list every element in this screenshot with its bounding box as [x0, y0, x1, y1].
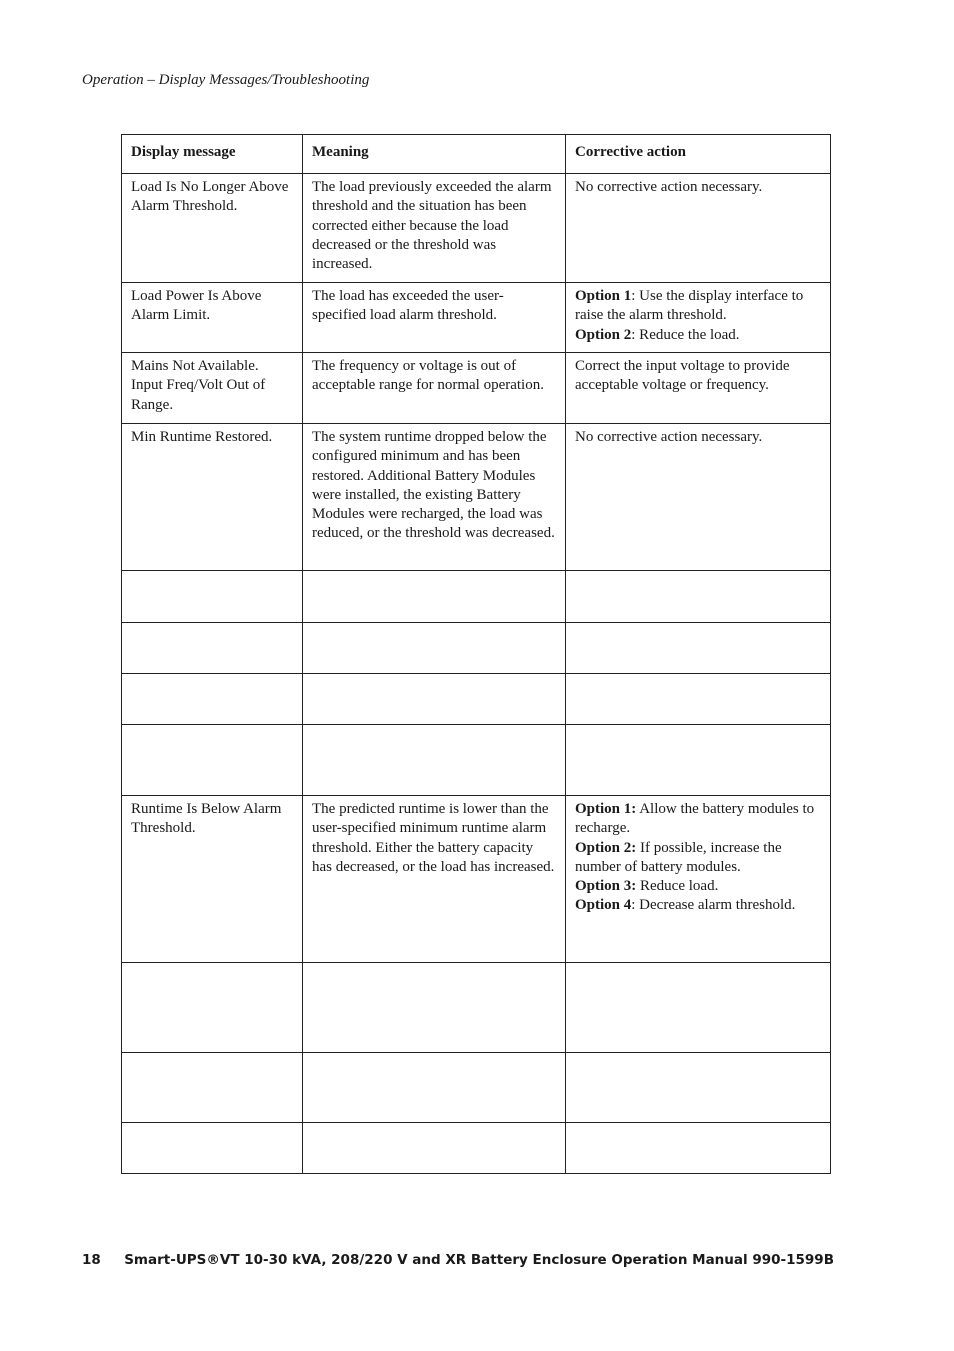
action-line	[575, 839, 821, 878]
option-text: Reduce load.	[636, 878, 719, 895]
option-text: : Use the display interface to raise the alarm threshold.	[575, 288, 804, 324]
option-label: Option 2:	[575, 839, 637, 856]
corrective-action-cell	[566, 174, 831, 283]
meaning-cell	[303, 623, 566, 674]
corrective-action-cell	[566, 353, 831, 424]
table-row	[122, 174, 831, 283]
corrective-action-cell	[566, 1053, 831, 1123]
display-message-cell: Min Runtime Restored.	[122, 424, 303, 571]
action-line	[575, 877, 821, 896]
table-row	[122, 674, 831, 725]
section-header: Operation – Display Messages/Troubleshooting	[82, 72, 370, 88]
action-line	[575, 428, 821, 447]
corrective-action-cell	[566, 796, 831, 963]
display-message-cell	[122, 623, 303, 674]
corrective-action-cell	[566, 963, 831, 1053]
meaning-cell	[303, 1123, 566, 1174]
column-header-meaning: Meaning	[303, 135, 566, 174]
display-message-cell: Load Power Is Above Alarm Limit.	[122, 283, 303, 353]
action-line	[575, 178, 821, 197]
display-message-cell	[122, 1123, 303, 1174]
option-text: If possible, increase the number of battery modules.	[575, 839, 782, 875]
action-line	[575, 896, 821, 915]
option-text: Correct the input voltage to provide acceptable voltage or frequency.	[575, 358, 790, 394]
table-row	[122, 353, 831, 424]
corrective-action-cell	[566, 725, 831, 796]
page-number: 18	[82, 1252, 101, 1268]
column-header-display-message: Display message	[122, 135, 303, 174]
display-message-cell: Load Is No Longer Above Alarm Threshold.	[122, 174, 303, 283]
corrective-action-cell	[566, 283, 831, 353]
table-row	[122, 571, 831, 623]
meaning-cell	[303, 571, 566, 623]
column-header-corrective-action: Corrective action	[566, 135, 831, 174]
option-text: No corrective action necessary.	[575, 179, 763, 195]
display-message-cell	[122, 571, 303, 623]
table-row	[122, 1123, 831, 1174]
meaning-cell	[303, 1053, 566, 1123]
display-message-cell	[122, 1053, 303, 1123]
meaning-cell: The load previously exceeded the alarm threshold and the situation has been corrected either because the load decreased or the threshold was increased.	[303, 174, 566, 283]
display-message-cell: Mains Not Available. Input Freq/Volt Out of Range.	[122, 353, 303, 424]
corrective-action-cell	[566, 1123, 831, 1174]
table-row	[122, 283, 831, 353]
table-row	[122, 963, 831, 1053]
corrective-action-cell	[566, 674, 831, 725]
action-line	[575, 287, 821, 326]
display-messages-table	[121, 134, 831, 1174]
action-line	[575, 357, 821, 396]
table-body	[122, 174, 831, 1174]
corrective-action-cell	[566, 424, 831, 571]
option-label: Option 4	[575, 897, 632, 914]
option-text: No corrective action necessary.	[575, 429, 763, 445]
meaning-cell	[303, 674, 566, 725]
display-message-cell	[122, 674, 303, 725]
table-row	[122, 1053, 831, 1123]
option-label: Option 3:	[575, 878, 637, 895]
meaning-cell	[303, 725, 566, 796]
option-text: : Decrease alarm threshold.	[631, 897, 796, 914]
option-label: Option 2	[575, 326, 632, 343]
table-header-row	[122, 135, 831, 174]
display-message-cell	[122, 963, 303, 1053]
corrective-action-cell	[566, 571, 831, 623]
display-message-cell	[122, 725, 303, 796]
table-row	[122, 623, 831, 674]
option-label: Option 1	[575, 288, 632, 304]
option-label: Option 1:	[575, 801, 637, 817]
action-line	[575, 800, 821, 839]
table-row	[122, 796, 831, 963]
meaning-cell	[303, 963, 566, 1053]
meaning-cell: The load has exceeded the user-specified load alarm threshold.	[303, 283, 566, 353]
meaning-cell: The predicted runtime is lower than the user-specified minimum runtime alarm threshold. Either the battery capacity has decreased, or the load has increased.	[303, 796, 566, 963]
action-line	[575, 326, 821, 345]
corrective-action-cell	[566, 623, 831, 674]
table-row	[122, 725, 831, 796]
manual-title: Smart-UPS®VT 10-30 kVA, 208/220 V and XR Battery Enclosure Operation Manual 990-1599B	[124, 1252, 834, 1268]
display-message-cell: Runtime Is Below Alarm Threshold.	[122, 796, 303, 963]
meaning-cell: The system runtime dropped below the configured minimum and has been restored. Additional Battery Modules were installed, the existing Battery Modules were recharged, the load was reduced, or the threshold was decreased.	[303, 424, 566, 571]
option-text: : Reduce the load.	[631, 326, 740, 343]
table-row	[122, 424, 831, 571]
option-text: Allow the battery modules to recharge.	[575, 801, 815, 837]
meaning-cell: The frequency or voltage is out of acceptable range for normal operation.	[303, 353, 566, 424]
